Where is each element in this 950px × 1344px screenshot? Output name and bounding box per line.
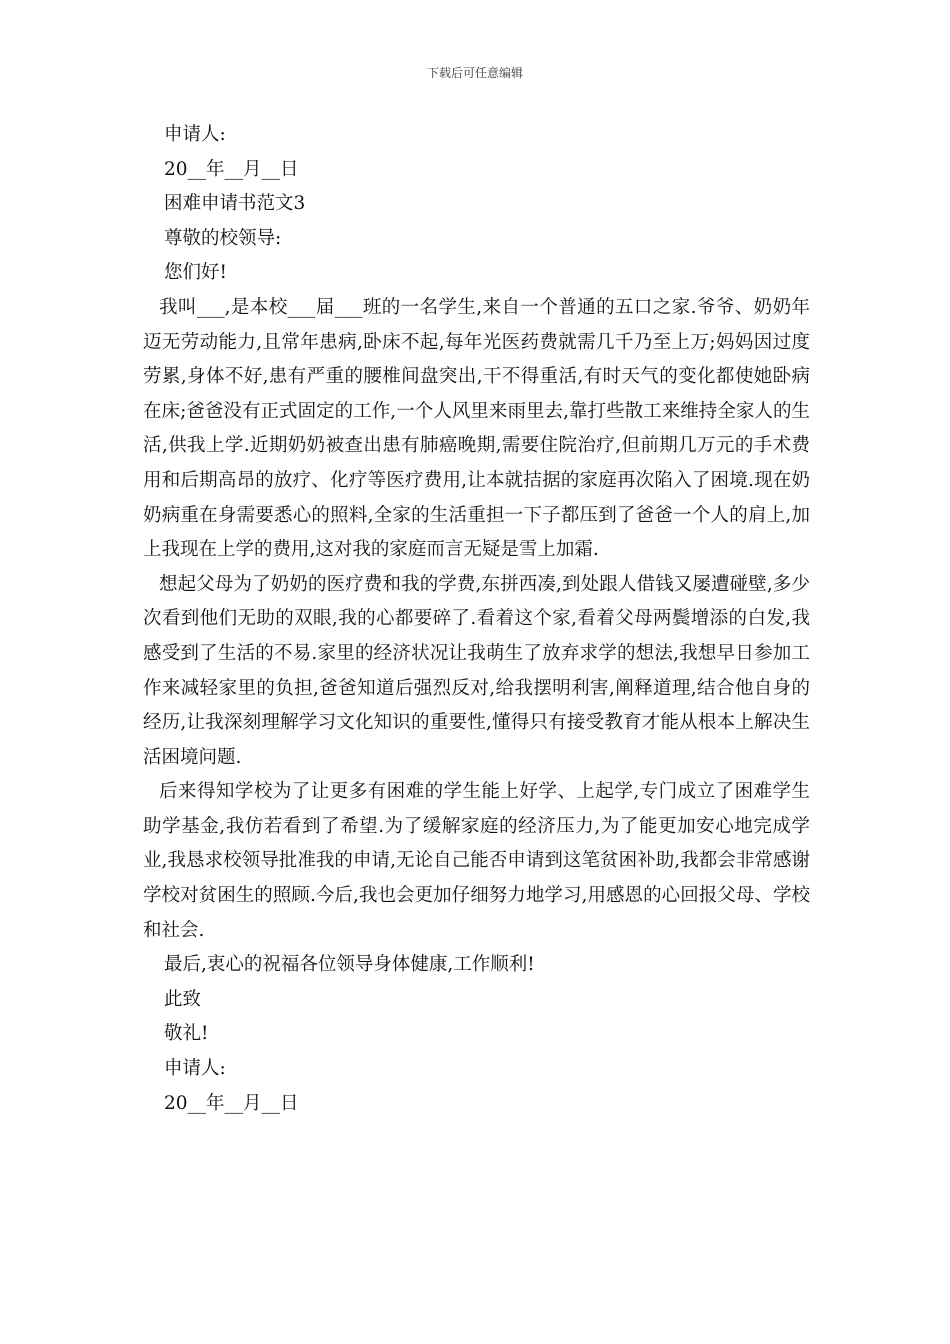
greeting: 您们好!: [164, 262, 227, 284]
document-title: 困难申请书范文3: [164, 193, 306, 215]
salutation: 尊敬的校领导:: [164, 227, 282, 249]
date-line: 20__年__月__日: [164, 1092, 299, 1114]
prev-applicant-label: 申请人:: [164, 124, 226, 145]
applicant-label: 申请人:: [164, 1058, 226, 1080]
closing-wish: 最后,衷心的祝福各位领导身体健康,工作顺利!: [164, 954, 535, 976]
closing-salute: 此致: [164, 988, 202, 1010]
body-paragraph-1: 我叫___,是本校___届___班的一名学生,来自一个普通的五口之家.爷爷、奶奶年迈无劳动能力,且常年患病,卧床不起,每年光医药费就需几千乃至上万;妈妈因过度劳累,身体不好,患有严重的腰椎间盘突出,干不得重活,有时天气的变化都使她卧病在床;爸爸没有正式固定的工作,一个人风里来雨里去,靠打些散工来维持全家人的生活,供我上学.近期奶奶被查出患有肺癌晚期,需要住院治疗,但前期几万元的手术费用和后期高昂的放疗、化疗等医疗费用,让本就拮据的家庭再次陷入了困境.现在奶奶病重在身需要悉心的照料,全家的生活重担一下子都压到了爸爸一个人的肩上,加上我现在上学的费用,这对我的家庭而言无疑是雪上加霜.: [143, 296, 810, 561]
prev-date-line: 20__年__月__日: [164, 158, 299, 180]
body-paragraph-3: 后来得知学校为了让更多有困难的学生能上好学、上起学,专门成立了困难学生助学基金,我仿若看到了希望.为了缓解家庭的经济压力,为了能更加安心地完成学业,我恳求校领导批准我的申请,无论自己能否申请到这笔贫困补助,我都会非常感谢学校对贫困生的照顾.今后,我也会更加仔细努力地学习,用感恩的心回报父母、学校和社会.: [143, 781, 810, 941]
document-body: [143, 118, 810, 1121]
body-paragraph-2: 想起父母为了奶奶的医疗费和我的学费,东拼西凑,到处跟人借钱又屡遭碰壁,多少次看到他们无助的双眼,我的心都要碎了.看着这个家,看着父母两鬓增添的白发,我感受到了生活的不易.家里的经济状况让我萌生了放弃求学的想法,我想早日参加工作来减轻家里的负担,爸爸知道后强烈反对,给我摆明利害,阐释道理,结合他自身的经历,让我深刻理解学习文化知识的重要性,懂得只有接受教育才能从根本上解决生活困境问题.: [143, 573, 810, 768]
page-header: 下载后可任意编辑: [426, 66, 523, 80]
closing-regards: 敬礼!: [164, 1023, 209, 1045]
